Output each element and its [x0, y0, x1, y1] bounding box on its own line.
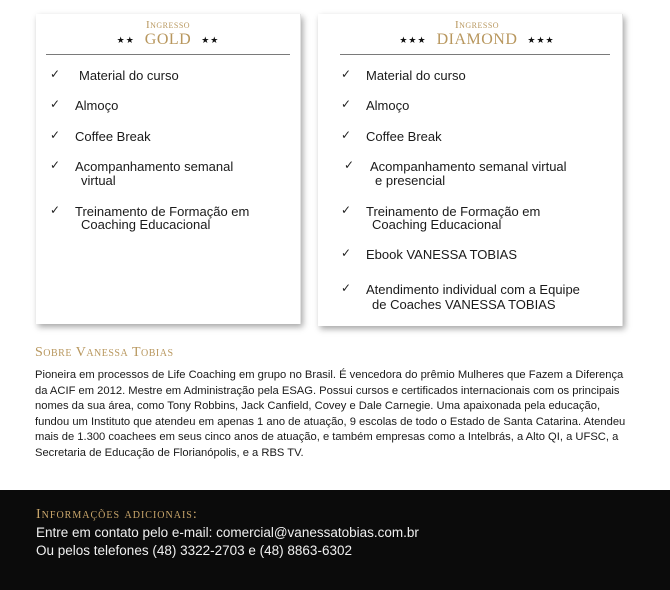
item-label: Coffee Break [366, 129, 442, 144]
contact-phone-text: Ou pelos telefones (48) 3322-2703 e (48) 8863-6302 [36, 543, 352, 558]
ticket-label: Ingresso [454, 19, 500, 31]
item-label: Material do curso [79, 68, 179, 83]
card-header [318, 14, 622, 55]
item-label-continued: Coaching Educacional [372, 217, 502, 232]
check-icon: ✓ [341, 246, 352, 260]
card-header [36, 14, 300, 55]
check-icon: ✓ [50, 203, 61, 217]
footer-title: Informações adicionais: [36, 507, 198, 522]
check-icon: ✓ [341, 128, 352, 142]
stars-left-icon: ★★ [116, 35, 135, 45]
item-label: Treinamento de Formação em [366, 204, 541, 219]
item-label: Treinamento de Formação em [75, 204, 250, 219]
item-label-continued: de Coaches VANESSA TOBIAS [372, 297, 556, 312]
check-icon: ✓ [341, 67, 352, 81]
about-text: Pioneira em processos de Life Coaching em grupo no Brasil. É vencedora do prêmio Mulheres que Fazem a Diferença da ACIF em 2012. Mestre em Administração pela ESAG. Possui cursos e certificados internacionais com os principais nomes da sua área, como Tony Robbins, Jack Canfield, Covey e Dale Carnegie. Uma apaixonada pela educação, fundou um Instituto que atendeu em apenas 1 ano de atuação, 9 escolas de todo o Estado de Santa Catarina. Atendeu mais de 1.300 coachees em seus cinco anos de atuação, e também empresas como a Intelbrás, a Alto QI, a UFSC, a Secretaria de Educação de Florianópolis, e a RBS TV. [35, 369, 626, 459]
about-title: Sobre Vanessa Tobias [35, 345, 174, 360]
ticket-card-gold [36, 14, 301, 324]
tier-name: GOLD [144, 31, 192, 48]
check-icon: ✓ [344, 158, 355, 172]
check-icon: ✓ [50, 128, 61, 142]
stars-right-icon: ★★★ [527, 35, 555, 45]
divider [46, 54, 290, 55]
check-icon: ✓ [341, 203, 352, 217]
stars-left-icon: ★★★ [399, 35, 427, 45]
item-label-continued: e presencial [375, 173, 446, 188]
item-label: Material do curso [366, 68, 466, 83]
item-label: Acompanhamento semanal virtual [370, 159, 567, 174]
check-icon: ✓ [50, 158, 61, 172]
item-label: Coffee Break [75, 129, 151, 144]
item-label: Atendimento individual com a Equipe [366, 282, 580, 297]
item-label: Ebook VANESSA TOBIAS [366, 247, 518, 262]
ticket-card-diamond [318, 14, 623, 326]
item-label: Acompanhamento semanal [75, 159, 234, 174]
divider [340, 54, 610, 55]
item-label-continued: Coaching Educacional [81, 217, 211, 232]
tier-name: DIAMOND [436, 31, 518, 48]
contact-email-text: Entre em contato pelo e-mail: comercial@vanessatobias.com.br [36, 525, 419, 540]
check-icon: ✓ [50, 97, 61, 111]
item-label-continued: virtual [81, 173, 116, 188]
ticket-label: Ingresso [145, 19, 191, 31]
item-label: Almoço [366, 98, 410, 113]
check-icon: ✓ [50, 67, 61, 81]
check-icon: ✓ [341, 97, 352, 111]
footer [0, 490, 670, 590]
item-label: Almoço [75, 98, 119, 113]
stars-right-icon: ★★ [201, 35, 220, 45]
check-icon: ✓ [341, 281, 352, 295]
